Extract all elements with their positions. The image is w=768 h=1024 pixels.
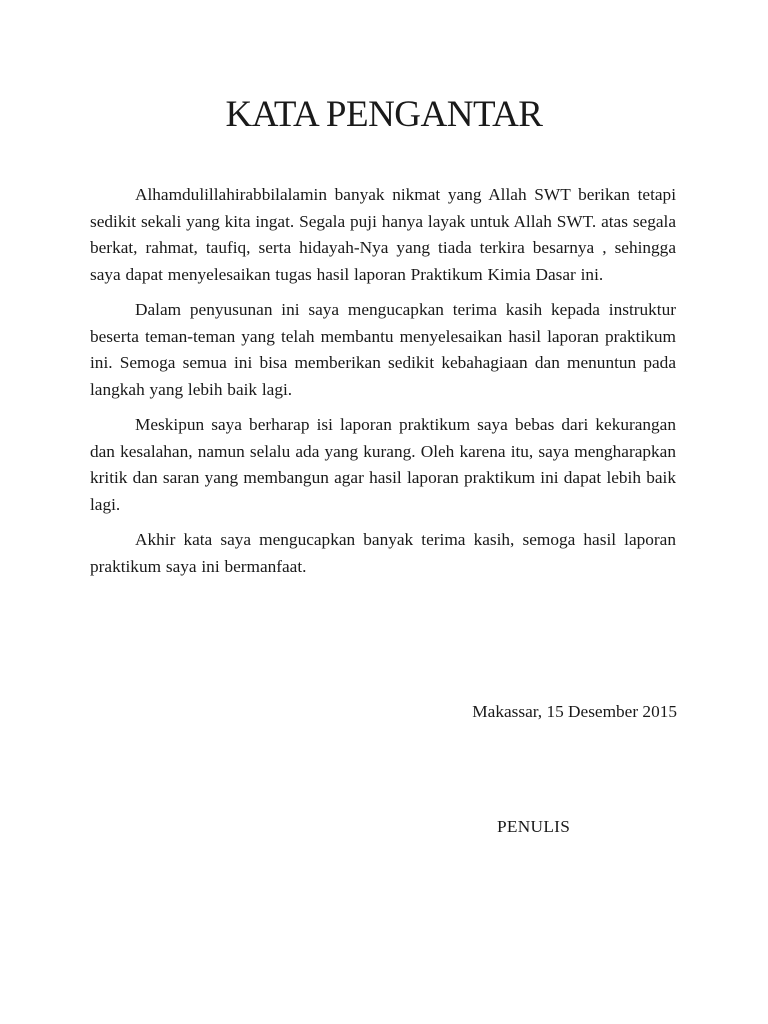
document-body: [90, 182, 676, 589]
paragraph-4: Akhir kata saya mengucapkan banyak terima kasih, semoga hasil laporan praktikum saya ini bermanfaat.: [90, 530, 676, 576]
paragraph-3: Meskipun saya berharap isi laporan praktikum saya bebas dari kekurangan dan kesalahan, namun selalu ada yang kurang. Oleh karena itu, saya mengharapkan kritik dan saran yang membangun agar hasil laporan praktikum ini dapat lebih baik lagi.: [90, 415, 676, 514]
paragraph-1: Alhamdulillahirabbilalamin banyak nikmat yang Allah SWT berikan tetapi sedikit sekali yang kita ingat. Segala puji hanya layak untuk Allah SWT. atas segala berkat, rahmat, taufiq, serta hidayah-Nya yang tiada terkira besarnya , sehingga saya dapat menyelesaikan tugas hasil laporan Praktikum Kimia Dasar ini.: [90, 185, 676, 284]
paragraph-2: Dalam penyusunan ini saya mengucapkan terima kasih kepada instruktur beserta teman-teman yang telah membantu menyelesaikan hasil laporan praktikum ini. Semoga semua ini bisa memberikan sedikit kebahagiaan dan menuntun pada langkah yang lebih baik lagi.: [90, 300, 676, 399]
place-date: Makassar, 15 Desember 2015: [472, 702, 677, 721]
page-title: KATA PENGANTAR: [225, 94, 543, 135]
author-signature: PENULIS: [497, 817, 571, 836]
